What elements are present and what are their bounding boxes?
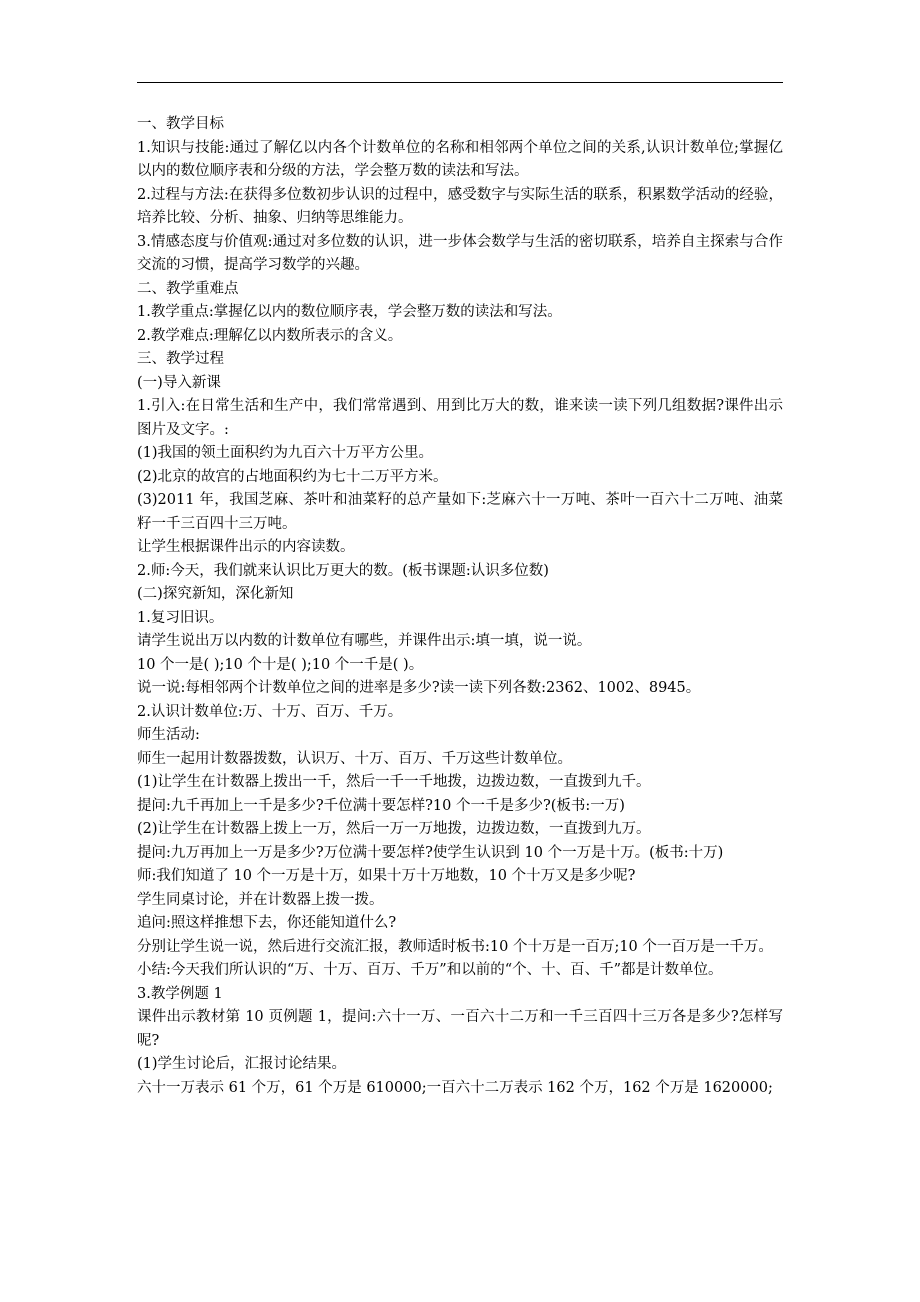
section-heading-objectives: 一、教学目标 xyxy=(137,116,224,132)
paragraph: 2.师:今天，我们就来认识比万更大的数。(板书课题:认识多位数) xyxy=(137,562,549,579)
paragraph: 师:我们知道了 10 个一万是十万，如果十万十万地数，10 个十万又是多少呢? xyxy=(137,868,636,884)
paragraph: (3)2011 年，我国芝麻、茶叶和油菜籽的总产量如下:芝麻六十一万吨、茶叶一百六十二万吨、油菜籽一千三百四十三万吨。 xyxy=(137,492,783,532)
document-body xyxy=(137,113,783,1100)
paragraph: 请学生说出万以内数的计数单位有哪些，并课件出示:填一填，说一说。 xyxy=(137,633,592,649)
paragraph: 学生同桌讨论，并在计数器上拨一拨。 xyxy=(137,891,384,908)
paragraph: 3.教学例题 1 xyxy=(137,985,223,1002)
paragraph: 课件出示教材第 10 页例题 1，提问:六十一万、一百六十二万和一千三百四十三万各是多少?怎样写呢? xyxy=(137,1009,783,1049)
section-heading-process: 三、教学过程 xyxy=(137,351,224,367)
paragraph: 2.教学难点:理解亿以内数所表示的含义。 xyxy=(137,327,403,344)
paragraph: 师生一起用计数器拨数，认识万、十万、百万、千万这些计数单位。 xyxy=(137,750,572,767)
section-heading-key-points: 二、教学重难点 xyxy=(137,280,239,297)
paragraph: 2.过程与方法:在获得多位数初步认识的过程中，感受数字与实际生活的联系，积累数学活动的经验，培养比较、分析、抽象、归纳等思维能力。 xyxy=(137,186,783,226)
subsection-heading: (二)探究新知，深化新知 xyxy=(137,586,294,602)
paragraph: 六十一万表示 61 个万，61 个万是 610000;一百六十二万表示 162 个万，162 个万是 1620000; xyxy=(137,1079,773,1096)
paragraph: 2.认识计数单位:万、十万、百万、千万。 xyxy=(137,703,403,720)
paragraph: (2)让学生在计数器上拨上一万，然后一万一万地拨，边拨边数，一直拨到九万。 xyxy=(137,821,651,837)
paragraph: 分别让学生说一说，然后进行交流汇报，教师适时板书:10 个十万是一百万;10 个一百万是一千万。 xyxy=(137,938,773,955)
paragraph: 10 个一是( );10 个十是( );10 个一千是( )。 xyxy=(137,656,424,673)
paragraph: 让学生根据课件出示的内容读数。 xyxy=(137,539,355,555)
paragraph: (2)北京的故宫的占地面积约为七十二万平方米。 xyxy=(137,468,448,485)
paragraph: 1.知识与技能:通过了解亿以内各个计数单位的名称和相邻两个单位之间的关系,认识计数单位;掌握亿以内的数位顺序表和分级的方法，学会整万数的读法和写法。 xyxy=(137,139,783,179)
paragraph: 1.教学重点:掌握亿以内的数位顺序表，学会整万数的读法和写法。 xyxy=(137,304,562,320)
header-rule xyxy=(137,82,783,83)
paragraph: (1)学生讨论后，汇报讨论结果。 xyxy=(137,1056,347,1072)
paragraph: 小结:今天我们所认识的“万、十万、百万、千万”和以前的“个、十、百、千”都是计数单位。 xyxy=(137,962,723,978)
paragraph: 3.情感态度与价值观:通过对多位数的认识，进一步体会数学与生活的密切联系，培养自主探索与合作交流的习惯，提高学习数学的兴趣。 xyxy=(137,233,783,273)
paragraph: 师生活动: xyxy=(137,727,200,743)
paragraph: 1.复习旧识。 xyxy=(137,609,224,626)
paragraph: 提问:九千再加上一千是多少?千位满十要怎样?10 个一千是多少?(板书:一万) xyxy=(137,797,625,814)
subsection-heading: (一)导入新课 xyxy=(137,374,221,391)
paragraph: 提问:九万再加上一万是多少?万位满十要怎样?使学生认识到 10 个一万是十万。(板书:十万) xyxy=(137,844,724,861)
paragraph: 追问:照这样推想下去，你还能知道什么? xyxy=(137,915,397,931)
paragraph: (1)让学生在计数器上拨出一千，然后一千一千地拨，边拨边数，一直拨到九千。 xyxy=(137,774,651,790)
paragraph: (1)我国的领土面积约为九百六十万平方公里。 xyxy=(137,445,434,461)
paragraph: 说一说:每相邻两个计数单位之间的进率是多少?读一读下列各数:2362、1002、8945。 xyxy=(137,680,701,696)
paragraph: 1.引入:在日常生活和生产中，我们常常遇到、用到比万大的数，谁来读一读下列几组数据?课件出示图片及文字。: xyxy=(137,398,783,438)
